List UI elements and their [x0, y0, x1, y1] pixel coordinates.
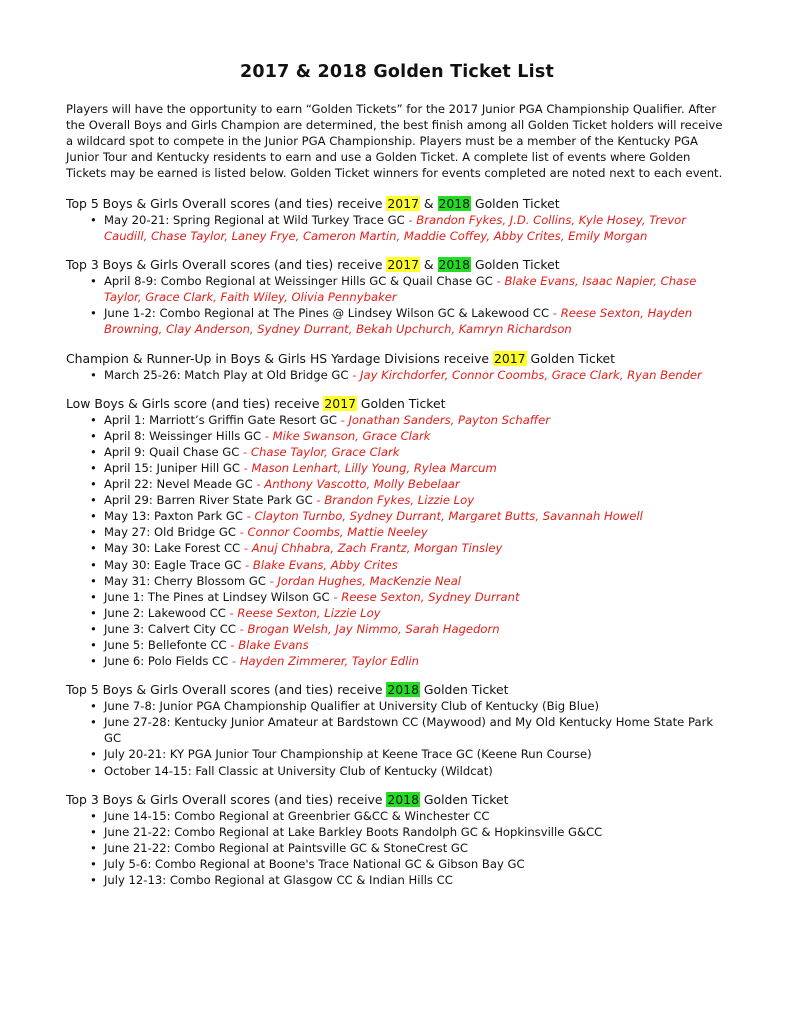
event-item — [90, 605, 728, 621]
event-name: July 20-21: KY PGA Junior Tour Championship at Keene Trace GC (Keene Run Course) — [104, 747, 592, 762]
event-item — [90, 273, 728, 305]
winners-separator: - — [252, 477, 265, 492]
winners-separator: - — [329, 589, 342, 604]
event-name: June 21-22: Combo Regional at Lake Barkley Boots Randolph GC & Hopkinsville G&CC — [104, 824, 603, 839]
event-item — [90, 476, 728, 492]
event-item — [90, 305, 728, 337]
winners-separator: - — [492, 274, 505, 289]
winners-list: Mike Swanson, Grace Clark — [272, 428, 431, 443]
section — [66, 395, 728, 670]
event-item — [90, 524, 728, 540]
winners-list: Jordan Hughes, MacKenzie Neal — [277, 573, 462, 588]
event-item — [90, 714, 728, 746]
event-name: June 21-22: Combo Regional at Paintsville GC & StoneCrest GC — [104, 840, 469, 855]
heading-suffix: Golden Ticket — [419, 682, 509, 698]
heading-text: Champion & Runner-Up in Boys & Girls HS Yardage Divisions receive — [66, 350, 493, 366]
section-heading — [66, 256, 728, 273]
winners-separator: - — [261, 428, 273, 443]
section — [66, 350, 728, 383]
event-list — [66, 367, 728, 383]
event-item — [90, 808, 728, 824]
winners-separator: - — [239, 460, 252, 475]
winners-list: Clayton Turnbo, Sydney Durrant, Margaret Butts, Savannah Howell — [254, 509, 643, 524]
event-item — [90, 540, 728, 556]
heading-suffix: Golden Ticket — [471, 257, 560, 273]
winners-separator: - — [235, 525, 248, 540]
event-name: October 14-15: Fall Classic at University Club of Kentucky (Wildcat) — [104, 763, 493, 778]
event-name: June 3: Calvert City CC — [104, 621, 236, 636]
event-list — [66, 212, 728, 244]
sections-container — [66, 195, 728, 888]
section — [66, 681, 728, 778]
winners-separator: - — [348, 367, 361, 382]
section-heading — [66, 395, 728, 412]
winners-list: Anthony Vascotto, Molly Bebelaar — [264, 477, 460, 492]
winners-list: Mason Lenhart, Lilly Young, Rylea Marcum — [251, 460, 497, 475]
year-2017-highlight: 2017 — [324, 395, 356, 411]
event-item — [90, 653, 728, 669]
event-item — [90, 824, 728, 840]
winners-separator: - — [265, 573, 278, 588]
section — [66, 791, 728, 888]
event-item — [90, 840, 728, 856]
event-item — [90, 763, 728, 779]
intro-paragraph: Players will have the opportunity to earn “Golden Tickets” for the 2017 Junior PGA Championship Qualifier. After the Overall Boys and Girls Champion are determined, the best finish among all Golden Ticket holders will receive a wildcard spot to compete in the Junior PGA Championship. Players must be a member of the Kentucky PGA Junior Tour and Kentucky residents to earn and use a Golden Ticket. A complete list of events where Golden Tickets may be earned is listed below. Golden Ticket winners for events completed are noted next to each event. — [66, 102, 723, 180]
winners-list: Blake Evans, Abby Crites — [252, 557, 398, 572]
winners-separator: - — [241, 557, 253, 572]
event-name: July 5-6: Combo Regional at Boone's Trace National GC & Gibson Bay GC — [104, 856, 525, 871]
winners-separator: - — [549, 306, 561, 321]
heading-text: Top 3 Boys & Girls Overall scores (and ties) receive — [66, 791, 387, 807]
year-2017-highlight: 2017 — [493, 350, 526, 366]
event-name: May 31: Cherry Blossom GC — [104, 573, 266, 588]
section — [66, 256, 728, 337]
heading-suffix: Golden Ticket — [526, 350, 616, 366]
heading-text: Low Boys & Girls score (and ties) receive — [66, 395, 324, 411]
event-list — [66, 412, 728, 670]
document-page — [66, 62, 728, 900]
winners-list: Brogan Welsh, Jay Nimmo, Sarah Hagedorn — [247, 621, 500, 636]
event-name: April 8: Weissinger Hills GC — [104, 428, 262, 443]
heading-joiner: & — [419, 257, 438, 273]
winners-list: Reese Sexton, Lizzie Loy — [237, 605, 381, 620]
event-item — [90, 460, 728, 476]
event-name: April 29: Barren River State Park GC — [104, 493, 313, 508]
winners-list: Jonathan Sanders, Payton Schaffer — [348, 412, 551, 427]
winners-separator: - — [235, 621, 248, 636]
winners-list: Blake Evans, Isaac Napier, Chase Taylor, Grace Clark, Faith Wiley, Olivia Pennybaker — [104, 274, 697, 305]
winners-separator: - — [226, 637, 239, 652]
event-name: May 27: Old Bridge GC — [104, 525, 236, 540]
event-item — [90, 492, 728, 508]
section — [66, 195, 728, 244]
event-name: June 5: Bellefonte CC — [104, 637, 227, 652]
event-item — [90, 212, 728, 244]
winners-separator: - — [404, 213, 417, 227]
heading-suffix: Golden Ticket — [471, 196, 560, 211]
heading-suffix: Golden Ticket — [419, 791, 509, 807]
event-list — [66, 808, 728, 888]
winners-list: Anuj Chhabra, Zach Frantz, Morgan Tinsley — [251, 541, 503, 556]
event-name: April 8-9: Combo Regional at Weissinger Hills GC & Quail Chase GC — [104, 274, 493, 289]
event-item — [90, 367, 728, 383]
event-item — [90, 444, 728, 460]
event-name: June 1-2: Combo Regional at The Pines @ Lindsey Wilson GC & Lakewood CC — [104, 306, 550, 321]
winners-list: Brandon Fykes, J.D. Collins, Kyle Hosey, Trevor Caudill, Chase Taylor, Laney Frye, Cameron Martin, Maddie Coffey, Abby Crites, Emily Morgan — [104, 213, 687, 244]
winners-list: Hayden Zimmerer, Taylor Edlin — [239, 654, 419, 669]
year-2017-highlight: 2017 — [387, 257, 419, 273]
winners-list: Reese Sexton, Sydney Durrant — [341, 589, 520, 604]
event-item — [90, 856, 728, 872]
section-heading — [66, 681, 728, 698]
event-name: June 2: Lakewood CC — [104, 605, 226, 620]
event-name: March 25-26: Match Play at Old Bridge GC — [104, 367, 349, 382]
event-name: May 30: Lake Forest CC — [104, 541, 241, 556]
winners-separator: - — [239, 444, 251, 459]
winners-list: Brandon Fykes, Lizzie Loy — [324, 493, 475, 508]
event-name: April 22: Nevel Meade GC — [104, 477, 253, 492]
event-item — [90, 412, 728, 428]
event-item — [90, 557, 728, 573]
heading-joiner: & — [419, 196, 438, 211]
event-name: May 20-21: Spring Regional at Wild Turkey Trace GC — [104, 213, 405, 227]
event-name: June 1: The Pines at Lindsey Wilson GC — [104, 589, 330, 604]
winners-list: Connor Coombs, Mattie Neeley — [247, 525, 428, 540]
event-name: June 27-28: Kentucky Junior Amateur at Bardstown CC (Maywood) and My Old Kentucky Home State Park GC — [104, 715, 714, 746]
winners-list: Reese Sexton, Hayden Browning, Clay Anderson, Sydney Durrant, Bekah Upchurch, Kamryn Richardson — [104, 306, 693, 337]
event-name: June 6: Polo Fields CC — [104, 654, 229, 669]
year-2018-highlight: 2018 — [438, 196, 471, 211]
event-item — [90, 589, 728, 605]
year-2018-highlight: 2018 — [387, 791, 419, 807]
event-item — [90, 621, 728, 637]
event-item — [90, 637, 728, 653]
winners-separator: - — [336, 412, 349, 427]
section-heading — [66, 791, 728, 808]
event-item — [90, 698, 728, 714]
event-name: June 7-8: Junior PGA Championship Qualifier at University Club of Kentucky (Big Blue) — [104, 699, 599, 714]
event-name: May 30: Eagle Trace GC — [104, 557, 242, 572]
year-2018-highlight: 2018 — [438, 257, 471, 273]
event-name: April 15: Juniper Hill GC — [104, 460, 240, 475]
winners-list: Chase Taylor, Grace Clark — [250, 444, 400, 459]
winners-separator: - — [228, 654, 240, 669]
year-2017-highlight: 2017 — [387, 196, 419, 211]
event-name: May 13: Paxton Park GC — [104, 509, 243, 524]
winners-separator: - — [242, 509, 255, 524]
year-2018-highlight: 2018 — [387, 682, 419, 698]
event-item — [90, 573, 728, 589]
event-item — [90, 872, 728, 888]
heading-text: Top 5 Boys & Girls Overall scores (and ties) receive — [66, 682, 387, 698]
winners-list: Jay Kirchdorfer, Connor Coombs, Grace Clark, Ryan Bender — [360, 367, 702, 382]
event-name: April 1: Marriott’s Griffin Gate Resort GC — [104, 412, 337, 427]
event-name: June 14-15: Combo Regional at Greenbrier G&CC & Winchester CC — [104, 808, 490, 823]
heading-suffix: Golden Ticket — [356, 395, 446, 411]
section-heading — [66, 195, 728, 212]
event-item — [90, 508, 728, 524]
winners-separator: - — [240, 541, 252, 556]
winners-separator: - — [225, 605, 238, 620]
event-list — [66, 273, 728, 337]
section-heading — [66, 350, 728, 367]
page-title: 2017 & 2018 Golden Ticket List — [239, 62, 555, 82]
event-list — [66, 698, 728, 778]
heading-text: Top 3 Boys & Girls Overall scores (and ties) receive — [66, 257, 387, 273]
heading-text: Top 5 Boys & Girls Overall scores (and ties) receive — [66, 196, 387, 211]
winners-list: Blake Evans — [238, 637, 309, 652]
event-name: July 12-13: Combo Regional at Glasgow CC & Indian Hills CC — [104, 873, 453, 887]
event-item — [90, 428, 728, 444]
event-name: April 9: Quail Chase GC — [104, 444, 240, 459]
event-item — [90, 746, 728, 762]
winners-separator: - — [312, 493, 325, 508]
